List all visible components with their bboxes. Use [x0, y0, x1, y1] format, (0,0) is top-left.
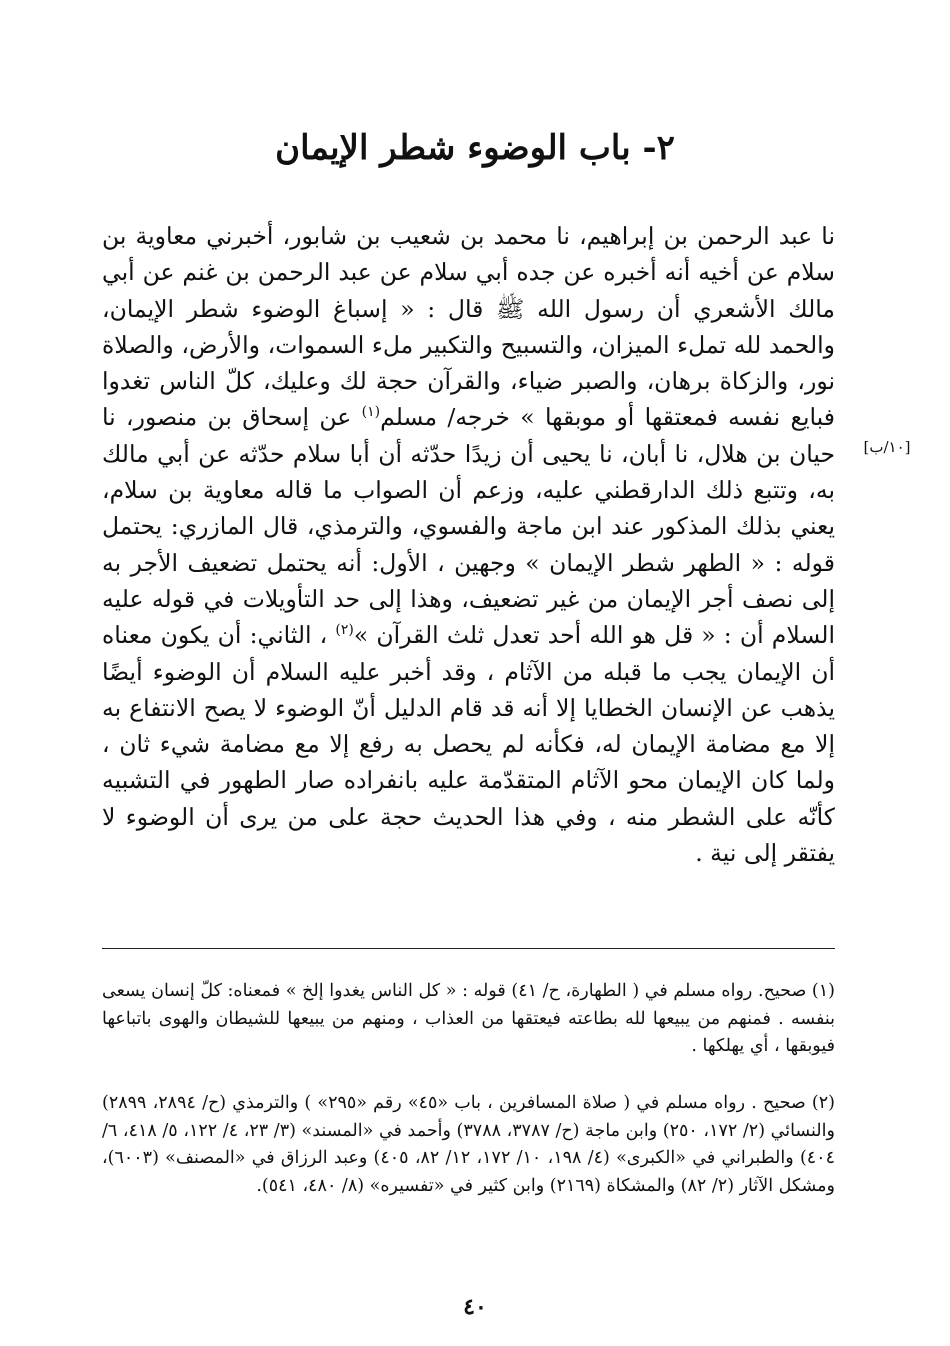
footnote-ref-1[interactable]: (١) — [361, 404, 381, 421]
main-text — [102, 218, 835, 871]
footnote-2: (٢) صحيح . رواه مسلم في ( صلاة المسافرين ، باب «٤٥» رقم «٢٩٥» ) والترمذي (ح/ ٢٨٩٤، ٢٨٩٩) والنسائي (٢/ ١٧٢، ٢٥٠) وابن ماجة (ح/ ٣٧٨٧، ٣٧٨٨) وأحمد في «المسند» (٣/ ٢٣، ٤/ ١٢٢، ٥/ ٤١٨، ٦/ ٤٠٤) والطبراني في «الكبرى» (٤/ ١٩٨، ١٠/ ١٧٢، ١٢/ ٨٢، ٤٠٥) وعبد الرزاق في «المصنف» (٦٠٠٣)، ومشكل الآثار (٢/ ٨٢) والمشكاة (٢١٦٩) وابن كثير في «تفسيره» (٨/ ٤٨٠، ٥٤١). — [102, 1093, 835, 1196]
footnote-ref-2[interactable]: (٢) — [335, 622, 354, 639]
page-title: ٢- باب الوضوء شطر الإيمان — [275, 127, 675, 168]
page-number: ٤٠ — [463, 1294, 487, 1320]
main-text-part-3: ، الثاني: أن يكون معناه أن الإيمان يجب ما قبله من الآثام ، وقد أخبر عليه السلام أن الوضوء أيضًا يذهب عن الإنسان الخطايا إلا أنه قد قام الدليل أنّ الوضوء لا يصح الانتفاع به إلا مع مضامة الإيمان له، فكأنه لم يحصل به رفع إلا مع مضامة شيء ثان ، ولما كان الإيمان محو الآثام المتقدّمة عليه بانفراده صار الطهور في التشبيه كأنّه على الشطر منه ، وفي هذا الحديث حجة على من يرى أن الوضوء لا يفتقر إلى نية . — [102, 621, 835, 868]
main-text-part-1: نا عبد الرحمن بن إبراهيم، نا محمد بن شعيب بن شابور، أخبرني معاوية بن سلام عن أخيه أنه أخبره عن جده أبي سلام عن عبد الرحمن بن غنم عن أبي مالك الأشعري أن رسول الله ﷺ قال : « إسباغ الوضوء شطر الإيمان، والحمد لله تملء الميزان، والتسبيح والتكبير ملء السموات، والأرض، والصلاة نور، والزكاة برهان، والصبر ضياء، والقرآن حجة لك وعليك، كلّ الناس تغدوا فبايع نفسه فمعتقها أو موبقها » خرجه/ مسلم — [102, 222, 835, 432]
main-text-part-2: عن إسحاق بن منصور، نا حيان بن هلال، نا أبان، نا يحيى أن زيدًا حدّثه أن أبا سلام حدّثه عن أبي مالك به، وتتبع ذلك الدارقطني عليه، وزعم أن الصواب ما قاله معاوية بن سلام، يعني بذلك المذكور عند ابن ماجة والفسوي، والترمذي، قال المازري: يحتمل قوله : « الطهر شطر الإيمان » وجهين ، الأول: أنه يحتمل تضعيف الأجر به إلى نصف أجر الإيمان من غير تضعيف، وهذا إلى حد التأويلات في قوله عليه السلام أن : « قل هو الله أحد تعدل ثلث القرآن » — [102, 403, 835, 650]
manuscript-folio-note: [١٠/ب] — [863, 438, 911, 456]
footnote-separator — [102, 948, 835, 949]
footnote-1: (١) صحيح. رواه مسلم في ( الطهارة، ح/ ٤١) قوله : « كل الناس يغدوا إلخ » فمعناه: كلّ إنسان يسعى بنفسه . فمنهم من يبيعها لله بطاعته فيعتقها من العذاب ، ومنهم من يبيعها للشيطان والهوى باتباعها فيوبقها ، أي يهلكها . — [102, 981, 835, 1056]
